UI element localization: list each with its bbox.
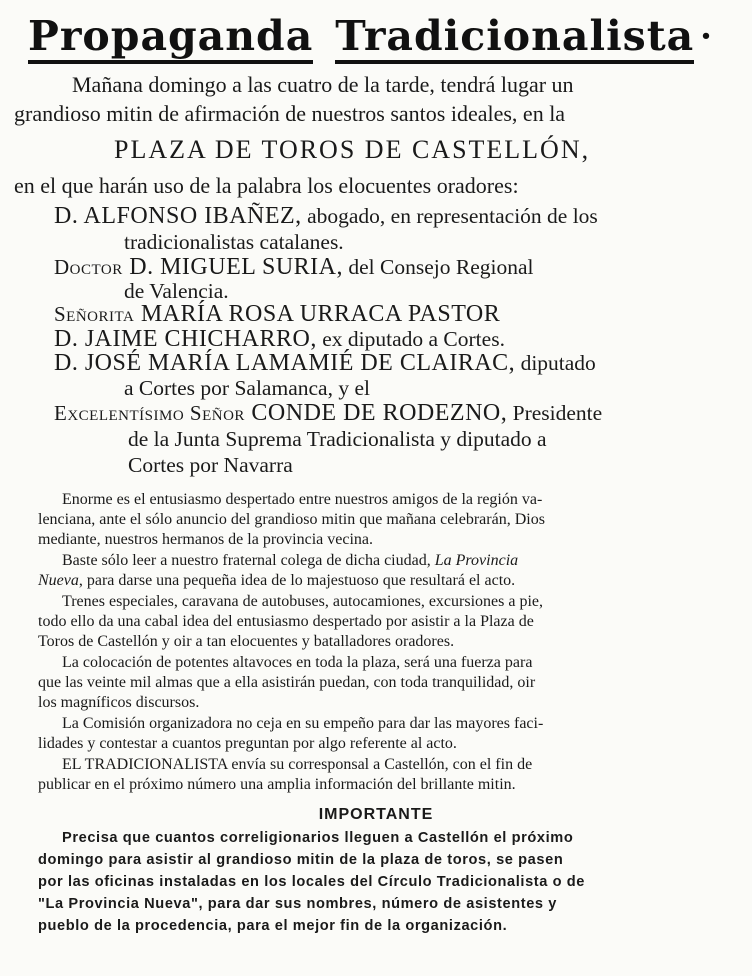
intro-line-3: en el que harán uso de la palabra los elocuentes oradores: xyxy=(14,173,519,198)
orator-3-title: Señorita xyxy=(54,302,135,326)
orator-2-cont: de Valencia. xyxy=(124,279,229,303)
body-line-10: que las veinte mil almas que a ella asistirán puedan, con toda tranquilidad, oir xyxy=(38,674,536,691)
orator-5-role: diputado xyxy=(515,351,596,375)
body-line-4-text: Baste sólo leer a nuestro fraternal colega de dicha ciudad, xyxy=(62,552,435,569)
orator-6-cont-2: Cortes por Navarra xyxy=(128,453,293,477)
body-line-3: mediante, nuestros hermanos de la provincia vecina. xyxy=(38,531,373,548)
body-line-9: La colocación de potentes altavoces en toda la plaza, será una fuerza para xyxy=(62,654,533,671)
orator-3 xyxy=(54,301,500,327)
body-line-8: Toros de Castellón y oir a tan elocuentes y batalladores oradores. xyxy=(38,633,455,650)
newspaper-name-italic: La Provincia xyxy=(434,552,519,569)
orator-6-cont-1: de la Junta Suprema Tradicionalista y diputado a xyxy=(128,427,547,451)
orator-1-role: abogado, en representación de los xyxy=(301,204,598,228)
orator-5-name: D. JOSÉ MARÍA LAMAMIÉ DE CLAIRAC, xyxy=(54,350,516,376)
body-line-4 xyxy=(62,551,518,571)
body-line-2: lenciana, ante el sólo anuncio del grandioso mitin que mañana celebrarán, Dios xyxy=(38,511,545,528)
orator-4-name: D. JAIME CHICHARRO, xyxy=(54,326,317,352)
important-line-4: "La Provincia Nueva", para dar sus nombres, número de asistentes y xyxy=(38,896,557,912)
newspaper-name-italic-cont: Nueva xyxy=(38,572,79,589)
orator-6 xyxy=(54,400,602,426)
intro-line-1: Mañana domingo a las cuatro de la tarde, tendrá lugar un xyxy=(72,72,574,97)
orator-2-role: del Consejo Regional xyxy=(343,255,534,279)
body-line-6: Trenes especiales, caravana de autobuses, autocamiones, excursiones a pie, xyxy=(62,593,544,610)
orator-6-name: CONDE DE RODEZNO, xyxy=(244,400,508,426)
orator-5 xyxy=(54,350,596,376)
body-line-15: publicar en el próximo número una amplia información del brillante mitin. xyxy=(38,776,516,793)
orator-3-name: MARÍA ROSA URRACA PASTOR xyxy=(134,301,501,327)
body-line-14: EL TRADICIONALISTA envía su corresponsal a Castellón, con el fin de xyxy=(62,756,533,773)
important-line-5: pueblo de la procedencia, para el mejor fin de la organización. xyxy=(38,918,508,934)
title-dot: • xyxy=(700,26,713,47)
body-line-5 xyxy=(38,571,515,591)
body-line-12: La Comisión organizadora no ceja en su empeño para dar las mayores faci- xyxy=(62,715,544,732)
body-line-7: todo ello da una cabal idea del entusiasmo despertado por asistir a la Plaza de xyxy=(38,613,534,630)
body-line-11: los magníficos discursos. xyxy=(38,694,200,711)
important-line-1: Precisa que cuantos correligionarios lleguen a Castellón el próximo xyxy=(62,830,574,846)
orator-1-cont: tradicionalistas catalanes. xyxy=(124,230,344,254)
orator-6-role: Presidente xyxy=(507,401,603,425)
body-line-1: Enorme es el entusiasmo despertado entre nuestros amigos de la región va- xyxy=(62,491,543,508)
body-line-13: lidades y contestar a cuantos preguntan por algo referente al acto. xyxy=(38,735,457,752)
important-line-2: domingo para asistir al grandioso mitin de la plaza de toros, se pasen xyxy=(38,852,564,868)
title-word-propaganda: Propaganda xyxy=(28,12,313,64)
body-line-5-text: , para darse una pequeña idea de lo majestuoso que resultará el acto. xyxy=(78,572,516,589)
title-word-tradicionalista: Tradicionalista xyxy=(335,12,694,64)
orator-1-name: D. ALFONSO IBAÑEZ, xyxy=(54,203,302,229)
orator-2-title: Doctor xyxy=(54,255,123,279)
orator-4-role: ex diputado a Cortes. xyxy=(316,327,505,351)
orator-2-name: D. MIGUEL SURIA, xyxy=(122,254,344,280)
important-line-3: por las oficinas instaladas en los locales del Círculo Tradicionalista o de xyxy=(38,874,586,890)
intro-line-2: grandioso mitin de afirmación de nuestros santos ideales, en la xyxy=(14,101,566,126)
orator-2 xyxy=(54,254,534,280)
venue-heading: PLAZA DE TOROS DE CASTELLÓN, xyxy=(114,135,591,164)
important-heading: IMPORTANTE xyxy=(318,806,434,823)
page-title xyxy=(28,10,728,63)
orator-5-cont: a Cortes por Salamanca, y el xyxy=(124,376,370,400)
orator-1 xyxy=(54,203,598,229)
orator-6-title: Excelentísimo Señor xyxy=(54,401,245,425)
orator-4 xyxy=(54,326,505,352)
